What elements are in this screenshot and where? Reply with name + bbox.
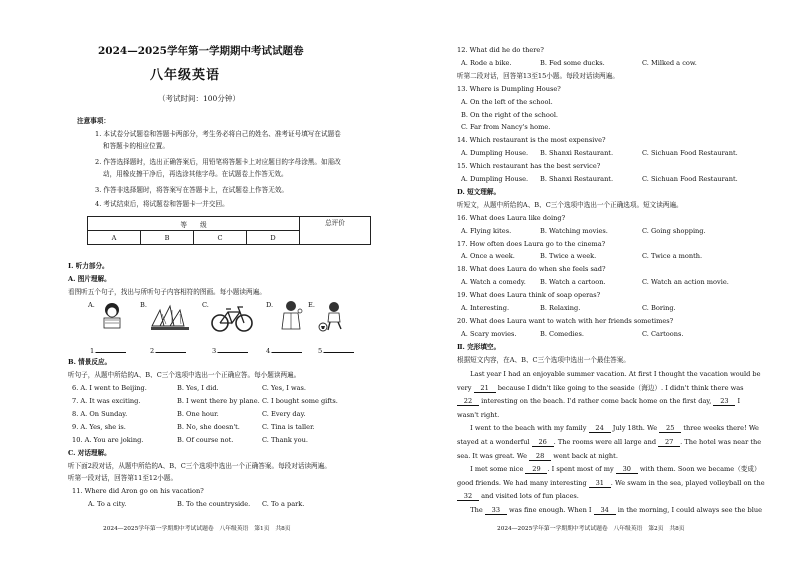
part-b-heading: B. 情景反应。 (68, 358, 112, 366)
question-text: 20. What does Laura want to watch with her friends sometimes? (457, 316, 674, 325)
score-header: 总评价 (300, 217, 371, 245)
passage-line (457, 465, 761, 474)
answer-blank-4: 4. (266, 346, 302, 355)
question-option: B. Of course not. (177, 436, 234, 444)
question-text: 根据短文内容，在A、B、C三个选项中选出一个最佳答案。 (457, 355, 630, 364)
question-option: C. Every day. (262, 410, 306, 418)
bicycle-picture (210, 302, 254, 334)
note-line: 2. 作答选择题时，选出正确答案后，用铅笔将答题卡上对应题目的字母涂黑。如需改 (95, 158, 341, 166)
pic-label: D. (266, 301, 274, 309)
question-text: 13. Where is Dumpling House? (457, 84, 561, 93)
question-text: 14. Which restaurant is the most expensive? (457, 136, 606, 145)
question-option: A. Watch a comedy. (461, 278, 526, 287)
question-text: 18. What does Laura do when she feels sad? (457, 265, 606, 274)
passage-text: . The hotel was near the (680, 438, 762, 446)
notes-heading: 注意事项： (77, 117, 110, 125)
passage-line (457, 438, 761, 447)
pic-label: E. (308, 301, 315, 309)
subject-title: 八年级英语 (150, 68, 221, 83)
part-c-heading: C. 对话理解。 (68, 449, 111, 457)
question-option: B. I went there by plane. (177, 397, 260, 405)
question-text: 17. How often does Laura go to the cinema? (457, 239, 606, 248)
page-footer: 2024—2025学年第一学期期中考试试题卷 八年级英语 第2页 共8页 (497, 526, 685, 532)
cloze-blank: 31 (589, 479, 611, 488)
cloze-blank: 22 (457, 397, 479, 406)
question-option: C. Sichuan Food Restaurant. (642, 149, 738, 158)
passage-text: stayed at a wonderful (457, 438, 532, 446)
question-option: C. Milked a cow. (642, 58, 697, 67)
part-a-heading: A. 图片理解。 (68, 275, 111, 283)
exam-time: （考试时间：100分钟） (158, 94, 240, 103)
question-option: B. Relaxing. (540, 304, 581, 312)
question-option: C. Cartoons. (642, 329, 684, 338)
note-line: 动，用橡皮擦干净后，再选涂其他字母。在试题卷上作答无效。 (103, 170, 288, 178)
cloze-blank: 23 (713, 397, 735, 406)
answer-blank-1: 1. (90, 346, 126, 355)
cloze-blank: 33 (485, 506, 507, 515)
part-a-instruction: 看图听五个句子，找出与所听句子内容相符的图画。每小题读两遍。 (68, 288, 266, 296)
question-option: C. Watch an action movie. (642, 278, 729, 287)
cloze-blank: 21 (474, 384, 496, 393)
question-text: 12. What did he do there? (457, 46, 544, 54)
question-option: C. I bought some gifts. (262, 397, 338, 405)
passage-text: I went to the beach with my family (457, 424, 589, 433)
part-1-heading: Ⅰ. 听力部分。 (68, 262, 109, 270)
doctor-picture (276, 299, 308, 331)
grade-level: A (88, 231, 141, 245)
question-option: A. Once a week. (461, 252, 515, 261)
question-option: A. Dumpling House. (461, 149, 529, 158)
grade-header: 等 级 (88, 217, 300, 231)
passage-line (457, 492, 579, 501)
question-option: B. Shanxi Restaurant. (540, 175, 614, 183)
cloze-blank: 26 (532, 438, 554, 447)
question-option: B. Watch a cartoon. (540, 278, 606, 287)
question-option: C. Thank you. (262, 436, 308, 444)
grade-level: C (194, 231, 247, 245)
cloze-blank: 30 (616, 465, 638, 474)
question-option: B. Comedies. (540, 329, 584, 338)
question-option: C. Boring. (642, 304, 676, 312)
pic-label: A. (88, 301, 95, 309)
question-option: 10. A. You are joking. (72, 436, 144, 444)
passage-text: went back at night. (551, 451, 618, 460)
girl-reading-picture (96, 300, 128, 332)
passage-line (457, 479, 765, 488)
part-c-instruction: 听第一段对话，回答第11至12小题。 (68, 474, 178, 482)
answer-blank-2: 2. (150, 346, 186, 355)
question-option: C. Twice a month. (642, 252, 703, 261)
passage-text: because I didn't like going to the seaside（海边）. I didn't think there was (495, 383, 744, 392)
cloze-blank: 25 (659, 424, 681, 433)
cloze-blank: 27 (658, 438, 680, 447)
passage-text: . We swam in the sea, played volleyball on the (610, 478, 765, 487)
question-text: 听短文，从题中所给的A、B、C三个选项中选出一个正确选项。短文读两遍。 (457, 200, 683, 209)
question-option: A. Scary movies. (461, 329, 517, 338)
question-option: B. Shanxi Restaurant. (540, 149, 614, 158)
passage-line (457, 397, 740, 406)
note-line: 4. 考试结束后，将试题卷和答题卡一并交回。 (95, 200, 229, 208)
answer-blank-3: 3. (212, 346, 248, 355)
passage-text: I (735, 397, 741, 406)
passage-text: three weeks there! We (681, 424, 759, 433)
note-line: 3. 作答非选择题时，将答案写在答题卡上，在试题卷上作答无效。 (95, 186, 289, 194)
question-text: 19. What does Laura think of soap operas? (457, 291, 601, 300)
question-option: B. Twice a week. (540, 252, 597, 261)
passage-text: sea. It was great. We (457, 451, 530, 460)
boy-soccer-picture (316, 300, 348, 332)
cloze-blank: 24 (589, 424, 611, 433)
passage-text: very (457, 383, 474, 392)
cloze-blank: 29 (525, 465, 547, 474)
opera-house-picture (150, 300, 190, 332)
pic-label: C. (202, 301, 209, 309)
question-option: C. Tina is taller. (262, 423, 315, 431)
question-option: 7. A. It was exciting. (72, 397, 141, 405)
passage-text: wasn't right. (457, 410, 500, 419)
question-text: 听第二段对话，回答第13至15小题。每段对话读两遍。 (457, 71, 619, 80)
passage-text: interesting on the beach. I'd rather come back home on the first day, (479, 397, 714, 406)
note-line: 和答题卡的相应位置。 (103, 142, 169, 150)
note-line: 1. 本试卷分试题卷和答题卡两部分，考生务必将自己的姓名、准考证号填写在试题卷 (95, 130, 341, 138)
question-option: A. Flying kites. (461, 226, 512, 235)
part-b-instruction: 听句子，从题中所给的A、B、C三个选项中选出一个正确应答。每小题读两遍。 (68, 371, 301, 379)
question-11: 11. Where did Aron go on his vacation? (72, 487, 204, 495)
page-footer: 2024—2025学年第一学期期中考试试题卷 八年级英语 第1页 共8页 (103, 526, 291, 532)
passage-text: July 18th. We (610, 424, 660, 433)
answer-blank-5: 5. (318, 346, 354, 355)
question-option: B. Watching movies. (540, 226, 608, 235)
question-option: C. Sichuan Food Restaurant. (642, 175, 738, 183)
question-option: A. Interesting. (461, 304, 510, 312)
passage-line (457, 424, 759, 433)
question-option: C. Yes, I was. (262, 384, 307, 392)
section-heading: Ⅱ. 完形填空。 (457, 342, 501, 351)
grade-table (87, 216, 371, 245)
question-option: A. Dumpling House. (461, 175, 529, 183)
question-option: A. Rode a bike. (461, 58, 512, 67)
question-option: B. One hour. (177, 410, 219, 418)
passage-text: . The rooms were all large and (553, 438, 659, 446)
question-option: C. Going shopping. (642, 226, 706, 235)
passage-line (457, 384, 744, 393)
question-text: 15. Which restaurant has the best service? (457, 162, 601, 171)
question-option: B. Yes, I did. (177, 384, 219, 392)
passage-line (457, 370, 761, 378)
question-text: 16. What does Laura like doing? (457, 213, 566, 222)
passage-line (457, 411, 499, 419)
question-option: A. To a city. (88, 500, 127, 508)
grade-level: B (141, 231, 194, 245)
question-option: 9. A. Yes, she is. (72, 423, 126, 431)
passage-text: good friends. We had many interesting (457, 478, 589, 487)
passage-text: with them. Soon we became（变成） (637, 465, 761, 474)
question-option: B. To the countryside. (177, 500, 251, 508)
cloze-blank: 34 (594, 506, 616, 515)
part-c-instruction: 听下面2段对话，从题中所给的A、B、C三个选项中选出一个正确答案。每段对话读两遍。 (68, 462, 331, 470)
passage-text: I met some nice (457, 465, 526, 474)
question-option: 8. A. On Sunday. (72, 410, 128, 418)
passage-text: in the morning, I could always see the blue (615, 506, 762, 514)
passage-line (457, 506, 762, 515)
question-option: 6. A. I went to Beijing. (72, 384, 147, 392)
passage-text: . I spent most of my (547, 465, 616, 474)
question-text: C. Far from Nancy's home. (461, 123, 551, 132)
question-text: B. On the right of the school. (461, 110, 559, 119)
exam-title: 2024—2025学年第一学期期中考试试题卷 (98, 45, 304, 57)
passage-text: The (457, 506, 485, 514)
passage-text: and visited lots of fun places. (479, 492, 579, 501)
question-option: B. No, she doesn't. (177, 423, 240, 431)
grade-level: D (247, 231, 300, 245)
passage-text: was fine enough. When I (506, 506, 594, 514)
question-text: A. On the left of the school. (461, 97, 553, 106)
pic-label: B. (140, 301, 147, 309)
question-option: B. Fed some ducks. (540, 58, 605, 67)
passage-text: Last year I had an enjoyable summer vacation. At first I thought the vacation would be (457, 370, 761, 378)
cloze-blank: 32 (457, 492, 479, 501)
question-option: C. To a park. (262, 500, 305, 508)
passage-line (457, 452, 618, 461)
section-heading: D. 短文理解。 (457, 187, 501, 196)
cloze-blank: 28 (529, 452, 551, 461)
exam-page-2 (397, 0, 794, 561)
